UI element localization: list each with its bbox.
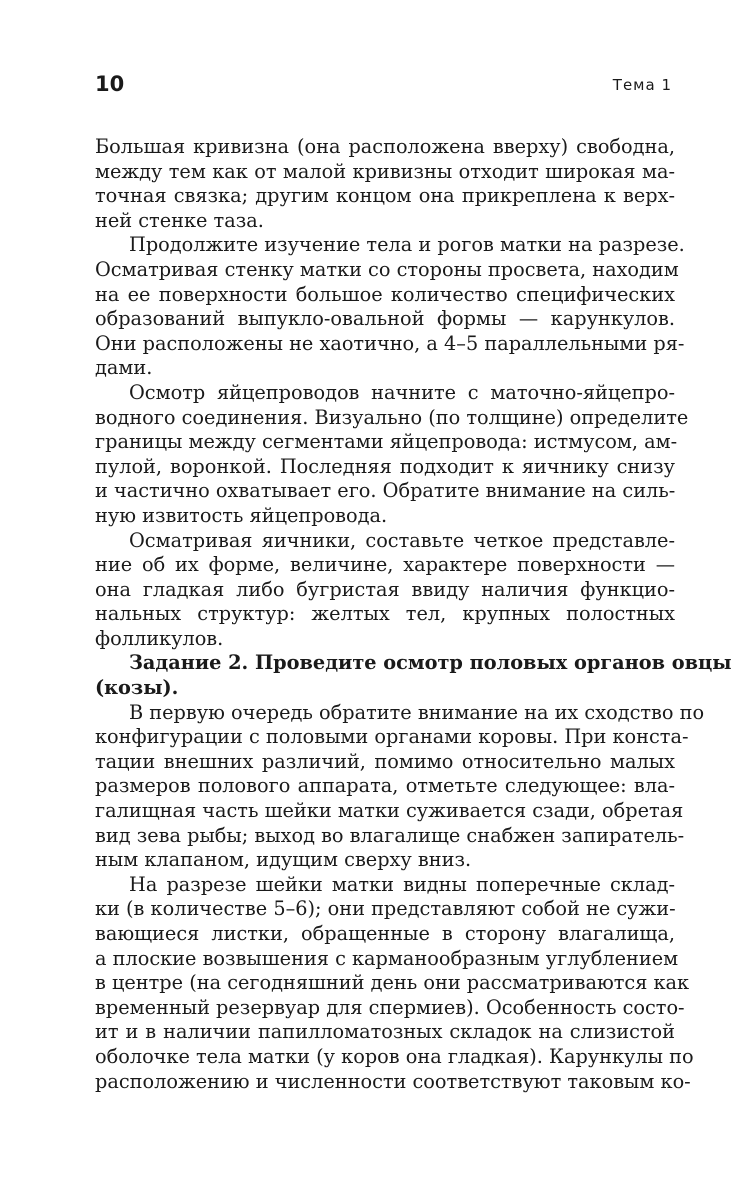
paragraph-6 (95, 700, 705, 873)
task-heading-line: (козы). (95, 676, 179, 700)
text-line: нальных структур: желтых тел, крупных полостных (95, 602, 675, 626)
text-line: ит и в наличии папилломатозных складок на слизистой (95, 1020, 675, 1044)
paragraph-7 (95, 872, 694, 1094)
text-line: в центре (на сегодняшний день они рассматриваются как (95, 971, 690, 995)
paragraph-3 (95, 380, 689, 529)
page-number: 10 (95, 72, 125, 96)
text-line: пулой, воронкой. Последняя подходит к яичнику снизу (95, 454, 675, 478)
text-line: ние об их форме, величине, характере поверхности — (95, 553, 675, 577)
text-line: конфигурации с половыми органами коровы. При конста- (95, 725, 689, 749)
paragraph-4 (95, 529, 675, 652)
text-line: а плоские возвышения с карманообразным углублением (95, 946, 679, 970)
text-line: она гладкая либо бугристая ввиду наличия функцио- (95, 577, 675, 601)
text-line: ным клапаном, идущим сверху вниз. (95, 848, 472, 872)
text-line: и частично охватывает его. Обратите внимание на силь- (95, 479, 676, 503)
page-header (95, 72, 672, 100)
paragraph-1 (95, 135, 675, 233)
text-line: между тем как от малой кривизны отходит широкая ма- (95, 159, 675, 183)
text-line: ки (в количестве 5–6); они представляют собой не сужи- (95, 897, 676, 921)
text-line: Большая кривизна (она расположена вверху) свободна, (95, 135, 675, 158)
text-line: Продолжите изучение тела и рогов матки на разрезе. (129, 233, 685, 257)
text-line: В первую очередь обратите внимание на их сходство по (129, 700, 705, 724)
text-line: фолликулов. (95, 626, 224, 650)
paragraph-2 (95, 233, 685, 381)
text-line: дами. (95, 356, 153, 380)
running-head: Тема 1 (612, 76, 672, 94)
text-line: границы между сегментами яйцепровода: истмусом, ам- (95, 430, 678, 454)
text-line: галищная часть шейки матки суживается сзади, обретая (95, 799, 684, 823)
text-line: тации внешних различий, помимо относительно малых (95, 749, 675, 773)
text-line: Они расположены не хаотично, а 4–5 параллельными ря- (95, 331, 685, 355)
text-line: водного соединения. Визуально (по толщине) определите (95, 405, 689, 429)
text-line: на ее поверхности большое количество специфических (95, 282, 675, 306)
text-line: вающиеся листки, обращенные в сторону влагалища, (95, 922, 675, 945)
text-line: временный резервуар для спермиев). Особенность состо- (95, 995, 685, 1019)
text-line: Осматривая яичники, составьте четкое представле- (129, 528, 675, 552)
text-line: точная связка; другим концом она прикреплена к верх- (95, 184, 675, 208)
text-line: размеров полового аппарата, отметьте следующее: вла- (95, 774, 675, 798)
text-line: Осмотр яйцепроводов начните с маточно-яйцепро- (129, 380, 675, 404)
task-heading-line: Задание 2. Проведите осмотр половых органов овцы (129, 651, 732, 675)
text-line: образований выпукло-овальной формы — карункулов. (95, 307, 675, 331)
text-line: Осматривая стенку матки со стороны просвета, находим (95, 257, 679, 281)
text-line: ней стенке таза. (95, 208, 264, 232)
text-line: вид зева рыбы; выход во влагалище снабжен запиратель- (95, 823, 685, 847)
body-text (95, 135, 732, 1094)
text-line: ную извитость яйцепровода. (95, 503, 388, 527)
text-line: оболочке тела матки (у коров она гладкая). Карункулы по (95, 1044, 694, 1068)
text-line: На разрезе шейки матки видны поперечные склад- (129, 872, 675, 896)
text-line: расположению и численности соответствуют таковым ко- (95, 1069, 691, 1093)
task-heading (95, 651, 732, 700)
